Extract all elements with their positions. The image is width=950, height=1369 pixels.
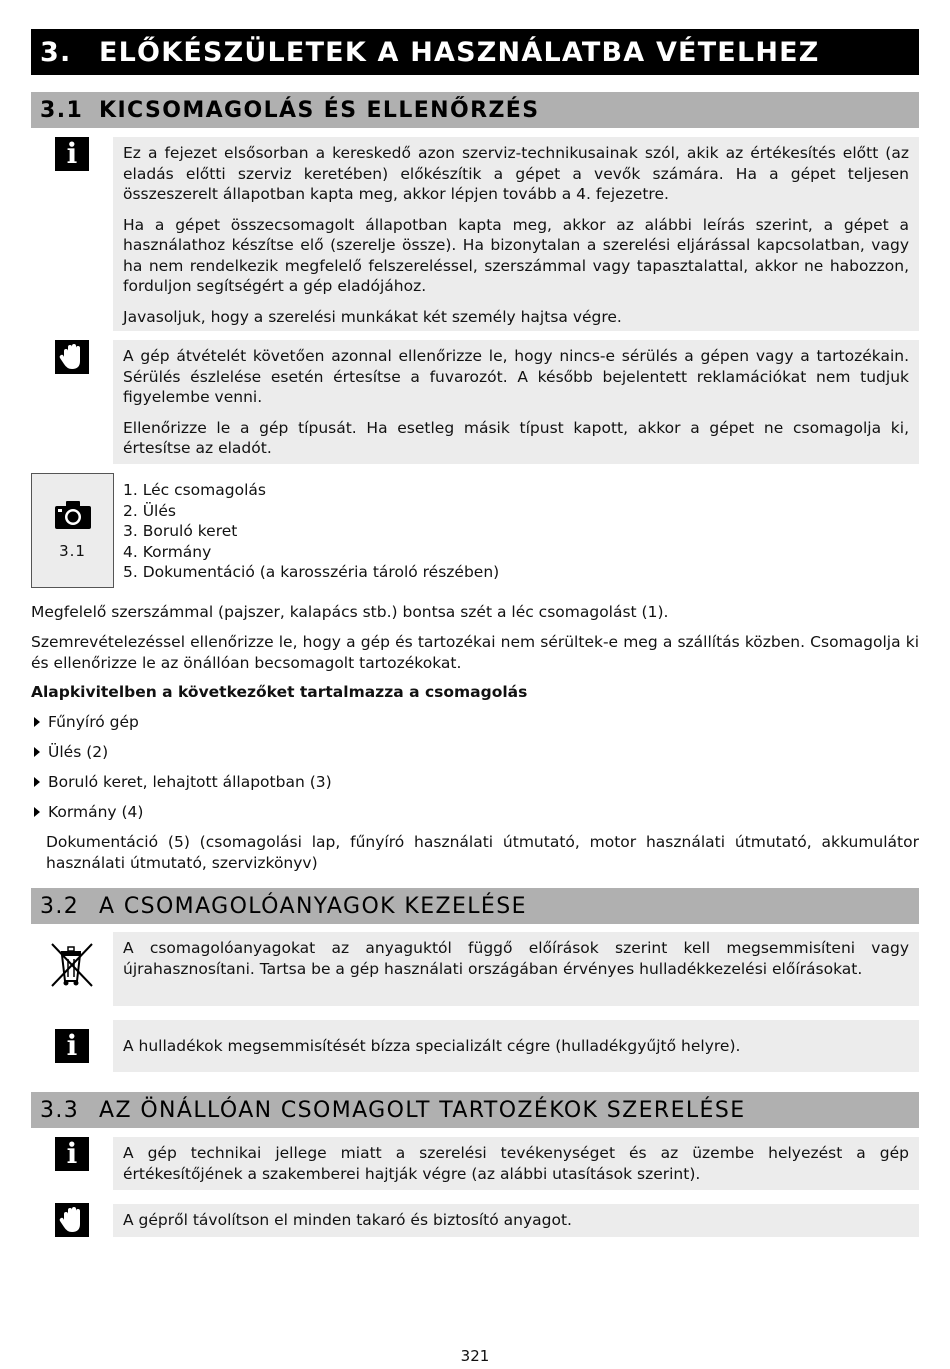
- info-icon: i: [55, 137, 89, 171]
- bullet-triangle-icon: [34, 717, 40, 727]
- list-item: Kormány (4): [31, 802, 143, 823]
- info-paragraph: Ez a fejezet elsősorban a kereskedő azon szerviz-technikusainak szól, akik az értékesítés előtt (az eladás előtti szerviz keretében) előkészítik a gépet a vevők számára. Ha a gépet teljesen összeszerelt állapotban kapta meg, akkor lépjen tovább a 4. fejezetre.: [123, 144, 909, 203]
- bullet-triangle-icon: [34, 747, 40, 757]
- section-title: KICSOMAGOLÁS ÉS ELLENŐRZÉS: [99, 97, 540, 123]
- chapter-title: ELŐKÉSZÜLETEK A HASZNÁLATBA VÉTELHEZ: [99, 36, 820, 68]
- info-icon: i: [55, 1137, 89, 1171]
- body-paragraph: Megfelelő szerszámmal (pajszer, kalapács stb.) bontsa szét a léc csomagolást (1).: [31, 603, 669, 621]
- recycle-note: A csomagolóanyagokat az anyaguktól függő előírások szerint kell megsemmisíteni vagy újrahasznosítani. Tartsa be a gép használati országában érvényes hulladékkezelési előírásokat.: [113, 932, 919, 1006]
- figure-legend: [123, 480, 499, 583]
- info-note: A hulladékok megsemmisítését bízza specializált cégre (hulladékgyűjtő helyre).: [113, 1020, 919, 1072]
- page-number: 321: [460, 1347, 490, 1365]
- section-header-3-2: [31, 888, 919, 924]
- list-item: Fűnyíró gép: [31, 712, 139, 733]
- camera-icon: [55, 501, 91, 533]
- section-number: 3.3: [40, 1097, 80, 1123]
- info-paragraph: Javasoljuk, hogy a szerelési munkákat két személy hajtsa végre.: [123, 307, 622, 326]
- crossed-bin-icon: [49, 941, 95, 993]
- list-item: 3. Boruló keret: [123, 522, 238, 540]
- list-item: 5. Dokumentáció (a karosszéria tároló részében): [123, 563, 500, 581]
- section-title: AZ ÖNÁLLÓAN CSOMAGOLT TARTOZÉKOK SZERELÉSE: [99, 1097, 746, 1123]
- contents-heading: Alapkivitelben a következőket tartalmazza a csomagolás: [31, 683, 528, 701]
- list-item: 2. Ülés: [123, 501, 176, 520]
- chapter-header: [31, 29, 919, 75]
- warning-note: [113, 340, 919, 464]
- bullet-triangle-icon: [34, 777, 40, 787]
- section-number: 3.2: [40, 893, 80, 919]
- info-note: A gép technikai jellege miatt a szerelési tevékenységet és az üzembe helyezést a gép értékesítőjének a szakemberei hajtják végre (az alábbi utasítások szerint).: [113, 1137, 919, 1190]
- section-header-3-3: [31, 1092, 919, 1128]
- warning-note: A gépről távolítson el minden takaró és biztosító anyagot.: [113, 1204, 919, 1237]
- stop-hand-icon: [55, 340, 89, 374]
- info-paragraph: Ha a gépet összecsomagolt állapotban kapta meg, akkor az alábbi leírás szerint, a gépet a használathoz készítse elő (szerelje össze). Ha bizonytalan a szerelési eljárással kapcsolatban, vagy ha nem rendelkezik megfelelő felszereléssel, szerszámmal vagy tapasztalattal, akkor ne habozzon, forduljon segítségért a gép eladójához.: [123, 215, 909, 295]
- section-header-3-1: [31, 92, 919, 128]
- list-item: Boruló keret, lehajtott állapotban (3): [31, 772, 332, 793]
- bullet-triangle-icon: [34, 807, 40, 817]
- section-title: A CSOMAGOLÓANYAGOK KEZELÉSE: [99, 893, 527, 919]
- list-item: 1. Léc csomagolás: [123, 481, 266, 499]
- chapter-number: 3.: [40, 36, 72, 68]
- warning-paragraph: A gép átvételét követően azonnal ellenőrizze le, hogy nincs-e sérülés a gépen vagy a tartozékain. Sérülés észlelése esetén értesítse a fuvarozót. A később bejelentett reklamációkat nem tudjuk figyelembe venni.: [123, 347, 909, 406]
- list-item: Dokumentáció (5) (csomagolási lap, fűnyíró használati útmutató, motor használati útmutató, akkumulátor használati útmutató, szervizkönyv): [46, 833, 919, 872]
- list-item: 4. Kormány: [123, 542, 212, 561]
- list-item: Ülés (2): [31, 742, 108, 763]
- info-note: [113, 137, 919, 331]
- stop-hand-icon: [55, 1203, 89, 1237]
- info-icon: i: [55, 1029, 89, 1063]
- figure-label: 3.1: [59, 542, 86, 560]
- section-number: 3.1: [40, 97, 84, 123]
- figure-reference: [31, 473, 114, 588]
- warning-paragraph: Ellenőrizze le a gép típusát. Ha esetleg másik típust kapott, akkor a gépet ne csomagolja ki, értesítse az eladót.: [123, 418, 909, 457]
- body-paragraph: Szemrevételezéssel ellenőrizze le, hogy a gép és tartozékai nem sérültek-e meg a szállítás közben. Csomagolja ki és ellenőrizze le az önállóan becsomagolt tartozékokat.: [31, 633, 919, 672]
